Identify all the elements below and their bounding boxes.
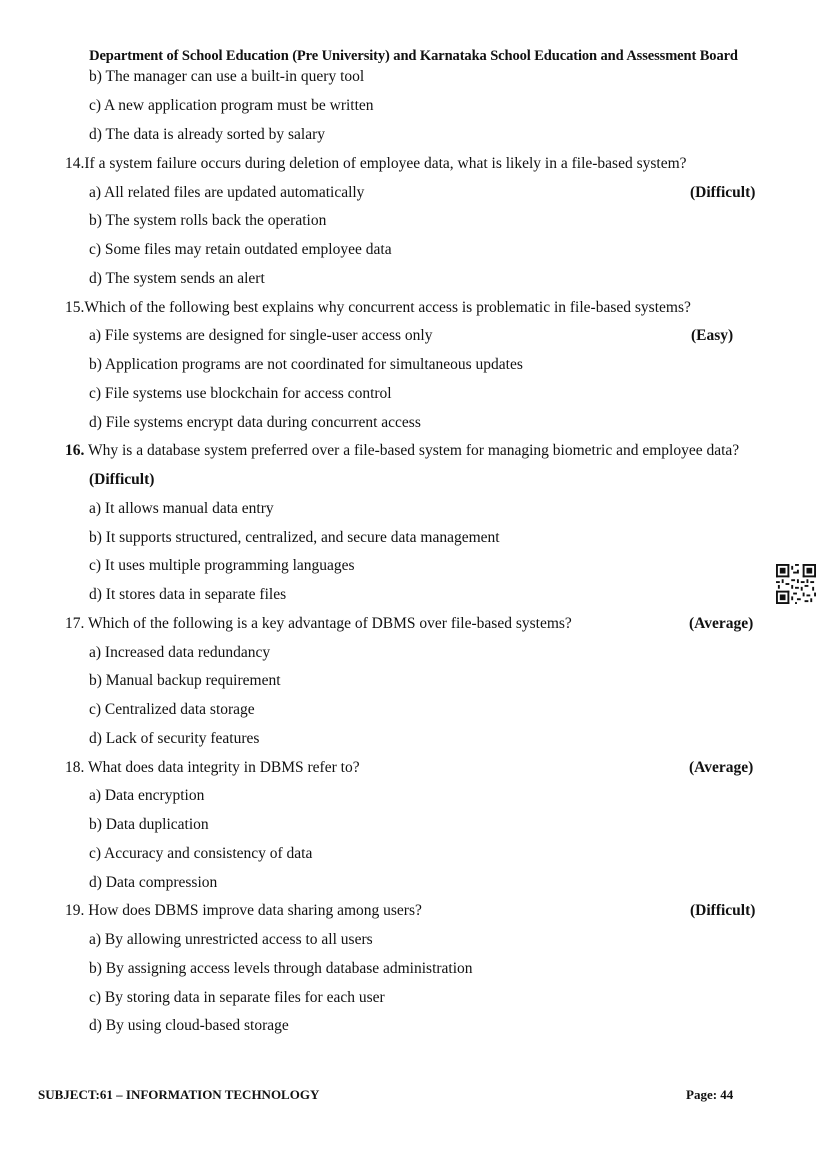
q18-option-b: b) Data duplication [89,816,209,833]
q17-difficulty: (Average) [689,615,754,632]
q19-option-d: d) By using cloud-based storage [89,1017,289,1034]
footer-page-number: Page: 44 [686,1087,734,1102]
q16-option-b: b) It supports structured, centralized, and secure data management [89,529,500,546]
q18-option-c: c) Accuracy and consistency of data [89,845,313,862]
q19-difficulty: (Difficult) [690,902,756,919]
q17-option-b: b) Manual backup requirement [89,672,281,689]
q14-difficulty: (Difficult) [690,184,756,201]
q15-question: 15.Which of the following best explains why concurrent access is problematic in file-based systems? [65,299,691,316]
q13-option-d: d) The data is already sorted by salary [89,126,326,143]
page-header: Department of School Education (Pre University) and Karnataka School Education and Assessment Board [89,48,738,64]
q15-option-a: a) File systems are designed for single-user access only [89,327,433,344]
q16-option-d: d) It stores data in separate files [89,586,287,603]
q17-option-c: c) Centralized data storage [89,701,255,718]
q18-option-a: a) Data encryption [89,787,205,804]
q16-number: 16. [65,442,85,459]
q17-question: 17. Which of the following is a key advantage of DBMS over file-based systems? [65,615,572,632]
q18-question: 18. What does data integrity in DBMS refer to? [65,759,360,776]
q14-option-a: a) All related files are updated automatically [89,184,365,201]
q18-option-d: d) Data compression [89,874,218,891]
q19-option-c: c) By storing data in separate files for each user [89,989,385,1006]
q15-option-b: b) Application programs are not coordinated for simultaneous updates [89,356,523,373]
q15-option-d: d) File systems encrypt data during concurrent access [89,414,421,431]
q17-option-d: d) Lack of security features [89,730,260,747]
q16-difficulty: (Difficult) [89,471,155,488]
q19-option-a: a) By allowing unrestricted access to all users [89,931,373,948]
q14-option-b: b) The system rolls back the operation [89,212,327,229]
q14-question: 14.If a system failure occurs during deletion of employee data, what is likely in a file-based system? [65,155,687,172]
q14-option-c: c) Some files may retain outdated employee data [89,241,392,258]
q15-difficulty: (Easy) [691,327,734,344]
q19-option-b: b) By assigning access levels through database administration [89,960,473,977]
q16-option-c: c) It uses multiple programming languages [89,557,355,574]
q17-option-a: a) Increased data redundancy [89,644,271,661]
q19-question: 19. How does DBMS improve data sharing among users? [65,902,422,919]
qr-code-icon [776,564,816,604]
q15-option-c: c) File systems use blockchain for access control [89,385,392,402]
q16-option-a: a) It allows manual data entry [89,500,274,517]
footer-subject: SUBJECT:61 – INFORMATION TECHNOLOGY [38,1087,320,1102]
q18-difficulty: (Average) [689,759,754,776]
q13-option-b: b) The manager can use a built-in query tool [89,68,365,85]
q16-question: Why is a database system preferred over a file-based system for managing biometric and employee data? [87,442,740,459]
q16-question-line [65,441,739,461]
q13-option-c: c) A new application program must be written [89,97,374,114]
q14-option-d: d) The system sends an alert [89,270,265,287]
